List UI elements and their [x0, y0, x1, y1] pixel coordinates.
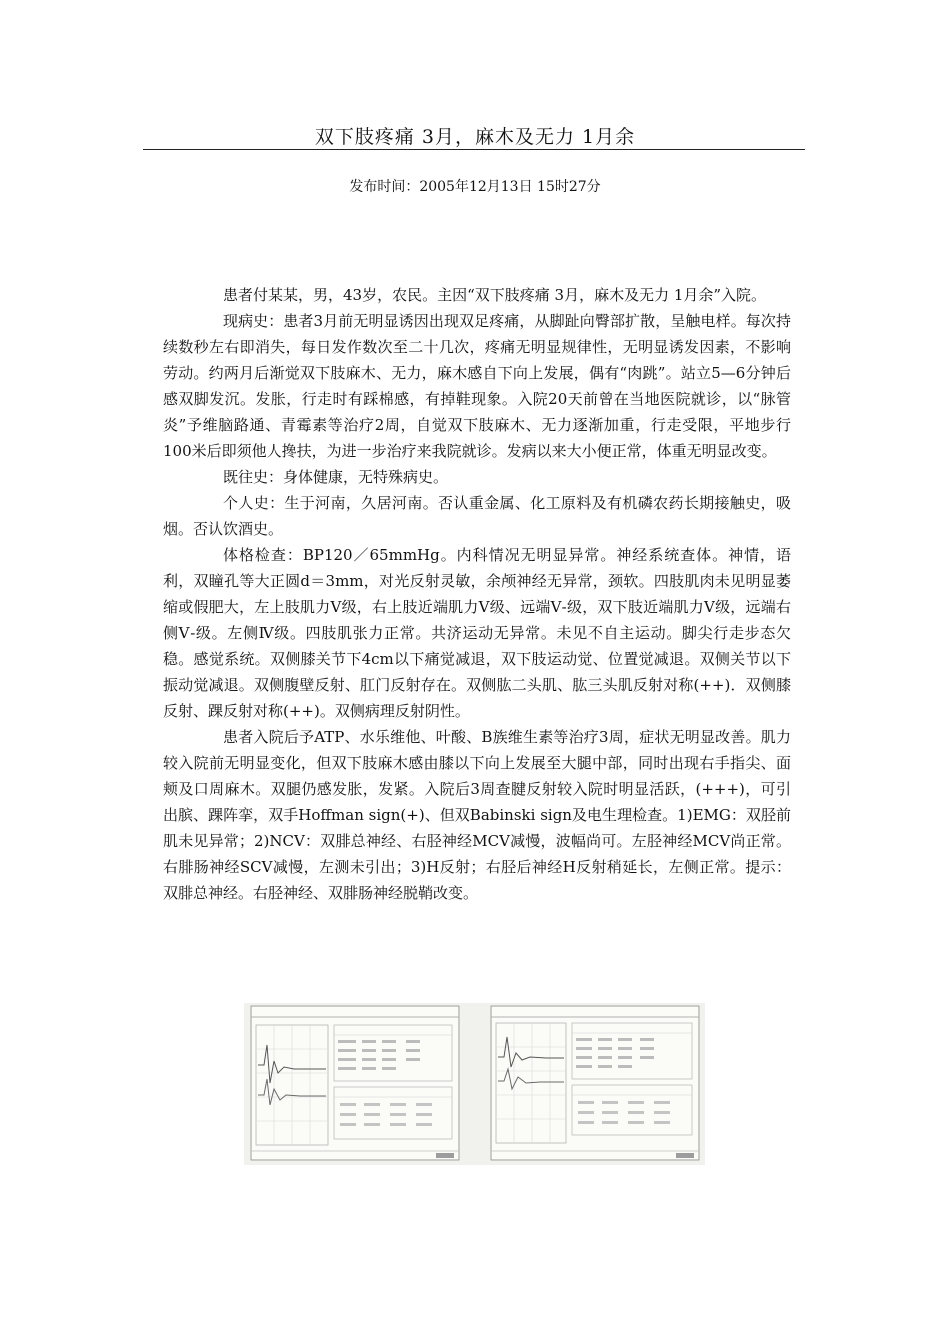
paragraph-present-illness: 现病史：患者3月前无明显诱因出现双足疼痛，从脚趾向臀部扩散，呈触电样。每次持续数秒左右即消失，每日发作数次至二十几次，疼痛无明显规律性，无明显诱发因素，不影响劳动。约两月后渐觉双下肢麻木、无力，麻木感自下向上发展，偶有“肉跳”。站立5—6分钟后感双脚发沉。发胀，行走时有踩棉感，有掉鞋现象。入院20天前曾在当地医院就诊，以“脉管炎”予维脑路通、青霉素等治疗2周，自觉双下肢麻木、无力逐渐加重，行走受限，平地步行100米后即须他人搀扶，为进一步治疗来我院就诊。发病以来大小便正常，体重无明显改变。 [163, 312, 791, 460]
nerve-conduction-panel-left [250, 1005, 460, 1161]
title-divider [143, 149, 805, 150]
article-body [163, 282, 791, 906]
paragraph-physical-exam: 体格检查：BP120／65mmHg。内科情况无明显异常。神经系统查体。神情，语利，双瞳孔等大正圆d＝3mm，对光反射灵敏，余颅神经无异常，颈软。四肢肌肉未见明显萎缩或假肥大，左上肢肌力Ⅴ级，右上肢近端肌力Ⅴ级、远端Ⅴ-级，双下肢近端肌力Ⅴ级，远端右侧Ⅴ-级。左侧Ⅳ级。四肢肌张力正常。共济运动无异常。未见不自主运动。脚尖行走步态欠稳。感觉系统。双侧膝关节下4cm以下痛觉减退，双下肢运动觉、位置觉减退。双侧关节以下振动觉减退。双侧腹壁反射、肛门反射存在。双侧肱二头肌、肱三头肌反射对称(++)．双侧膝反射、踝反射对称(++)。双侧病理反射阴性。 [163, 546, 791, 720]
panel-left-graphic [250, 1005, 460, 1161]
nerve-conduction-figure [244, 1003, 705, 1165]
paragraph-intro: 患者付某某，男，43岁，农民。主因“双下肢疼痛 3月，麻木及无力 1月余”入院。 [223, 286, 767, 304]
paragraph-personal-history: 个人史：生于河南，久居河南。否认重金属、化工原料及有机磷农药长期接触史，吸烟。否认饮酒史。 [163, 494, 791, 538]
paragraph-past-history: 既往史：身体健康，无特殊病史。 [223, 468, 449, 486]
nerve-conduction-panel-right [490, 1005, 700, 1161]
publish-time: 发布时间：2005年12月13日 15时27分 [349, 179, 601, 195]
document-title: 双下肢疼痛 3月，麻木及无力 1月余 [314, 126, 636, 148]
paragraph-treatment-course: 患者入院后予ATP、水乐维他、叶酸、B族维生素等治疗3周，症状无明显改善。肌力较入院前无明显变化，但双下肢麻木感由膝以下向上发展至大腿中部，同时出现右手指尖、面颊及口周麻木。双腿仍感发胀，发紧。入院后3周查腱反射较入院时明显活跃，(+++)，可引出膑、踝阵挛，双手Hoffman sign(+)、但双Babinski sign及电生理检查。1)EMG：双胫前肌未见异常；2)NCV：双腓总神经、右胫神经MCV减慢，波幅尚可。左胫神经MCV尚正常。右腓肠神经SCV减慢，左测未引出；3)H反射；右胫后神经H反射稍延长，左侧正常。提示：双腓总神经。右胫神经、双腓肠神经脱鞘改变。 [163, 728, 791, 902]
panel-right-graphic [490, 1005, 700, 1161]
